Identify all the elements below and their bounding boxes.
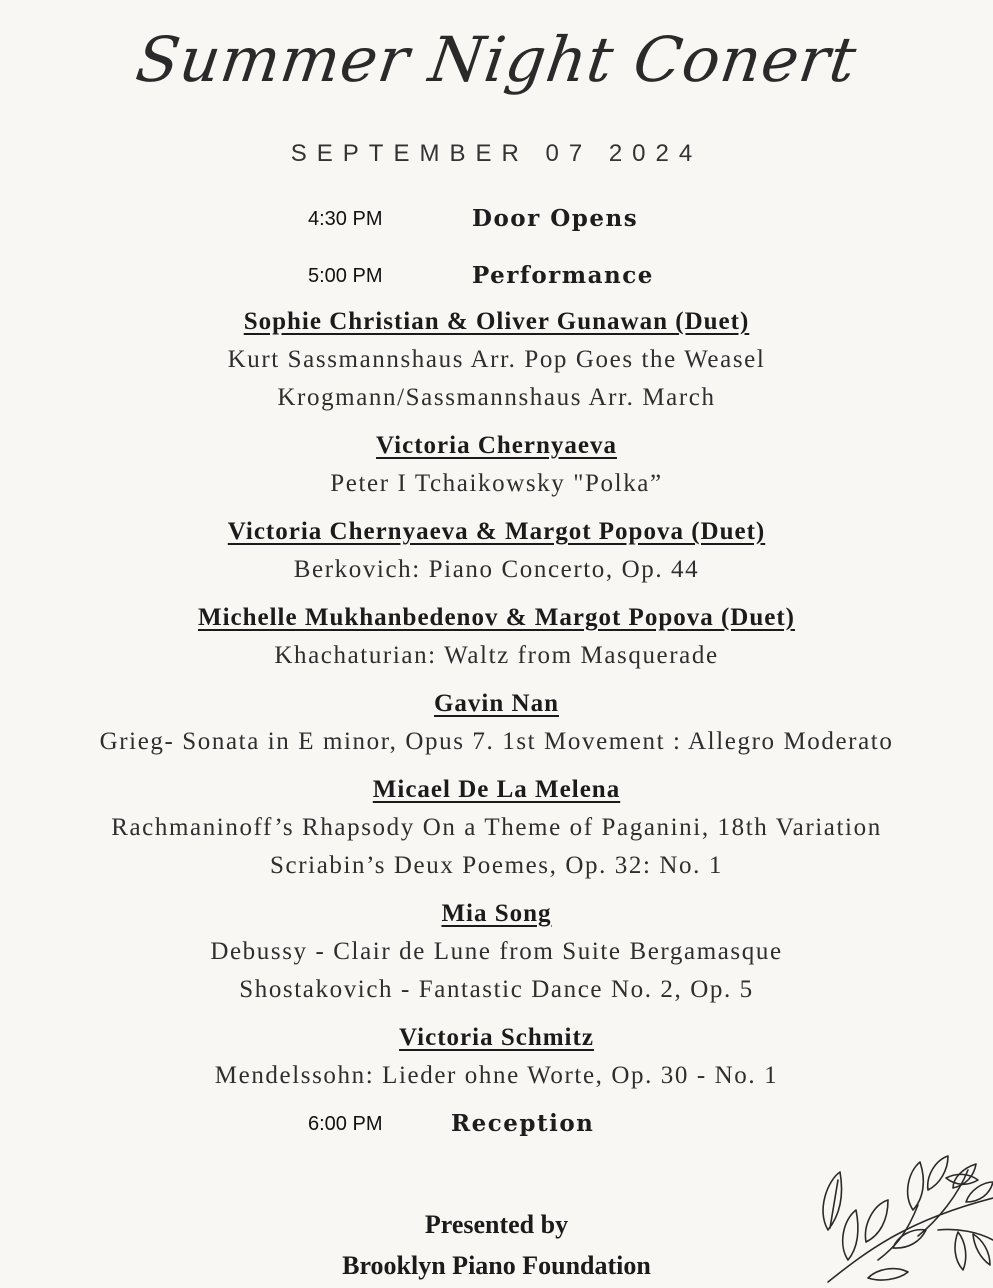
schedule-time: 4:30 PM <box>308 208 383 230</box>
program-entry <box>0 513 993 589</box>
schedule-event: Door Opens <box>472 205 639 232</box>
piece-title: Mendelssohn: Lieder ohne Worte, Op. 30 - No. 1 <box>214 1062 779 1089</box>
piece-title: Shostakovich - Fantastic Dance No. 2, Op. 5 <box>239 976 754 1003</box>
piece-title: Krogmann/Sassmannshaus Arr. March <box>277 384 716 411</box>
program-entry <box>0 1019 993 1095</box>
schedule-time: 5:00 PM <box>308 265 383 287</box>
piece-title: Grieg- Sonata in E minor, Opus 7. 1st Movement : Allegro Moderato <box>99 728 894 755</box>
schedule-performance <box>308 263 708 293</box>
piece-title: Scriabin’s Deux Poemes, Op. 32: No. 1 <box>270 852 723 879</box>
piece-title: Debussy - Clair de Lune from Suite Bergamasque <box>210 938 783 965</box>
concert-date: SEPTEMBER 07 2024 <box>290 140 703 167</box>
program-list <box>0 303 993 1095</box>
program-entry <box>0 895 993 1009</box>
performer-name: Michelle Mukhanbedenov & Margot Popova (Duet) <box>197 604 796 631</box>
performer-name: Victoria Chernyaeva <box>376 432 617 459</box>
schedule-event: Performance <box>472 262 654 289</box>
schedule-time: 6:00 PM <box>308 1113 383 1135</box>
piece-title: Kurt Sassmannshaus Arr. Pop Goes the Weasel <box>227 346 766 373</box>
performer-name: Sophie Christian & Oliver Gunawan (Duet) <box>243 308 750 335</box>
organization-name: Brooklyn Piano Foundation <box>342 1251 651 1280</box>
piece-title: Berkovich: Piano Concerto, Op. 44 <box>293 556 700 583</box>
schedule-event: Reception <box>451 1110 595 1137</box>
program-entry <box>0 599 993 675</box>
program-entry <box>0 771 993 885</box>
program-entry <box>0 303 993 417</box>
leaf-branch-icon <box>808 1150 993 1288</box>
piece-title: Khachaturian: Waltz from Masquerade <box>274 642 719 669</box>
piece-title: Peter I Tchaikowsky "Polka” <box>330 470 663 497</box>
program-entry <box>0 685 993 761</box>
schedule-reception <box>308 1111 708 1141</box>
schedule-doors <box>308 206 708 236</box>
concert-title: Summer Night Conert <box>131 23 862 96</box>
performer-name: Gavin Nan <box>433 690 559 717</box>
performer-name: Micael De La Melena <box>372 776 621 803</box>
performer-name: Mia Song <box>441 900 552 927</box>
presented-by: Presented by <box>424 1210 569 1239</box>
program-entry <box>0 427 993 503</box>
piece-title: Rachmaninoff’s Rhapsody On a Theme of Paganini, 18th Variation <box>111 814 882 841</box>
performer-name: Victoria Chernyaeva & Margot Popova (Duet) <box>227 518 766 545</box>
performer-name: Victoria Schmitz <box>399 1024 594 1051</box>
